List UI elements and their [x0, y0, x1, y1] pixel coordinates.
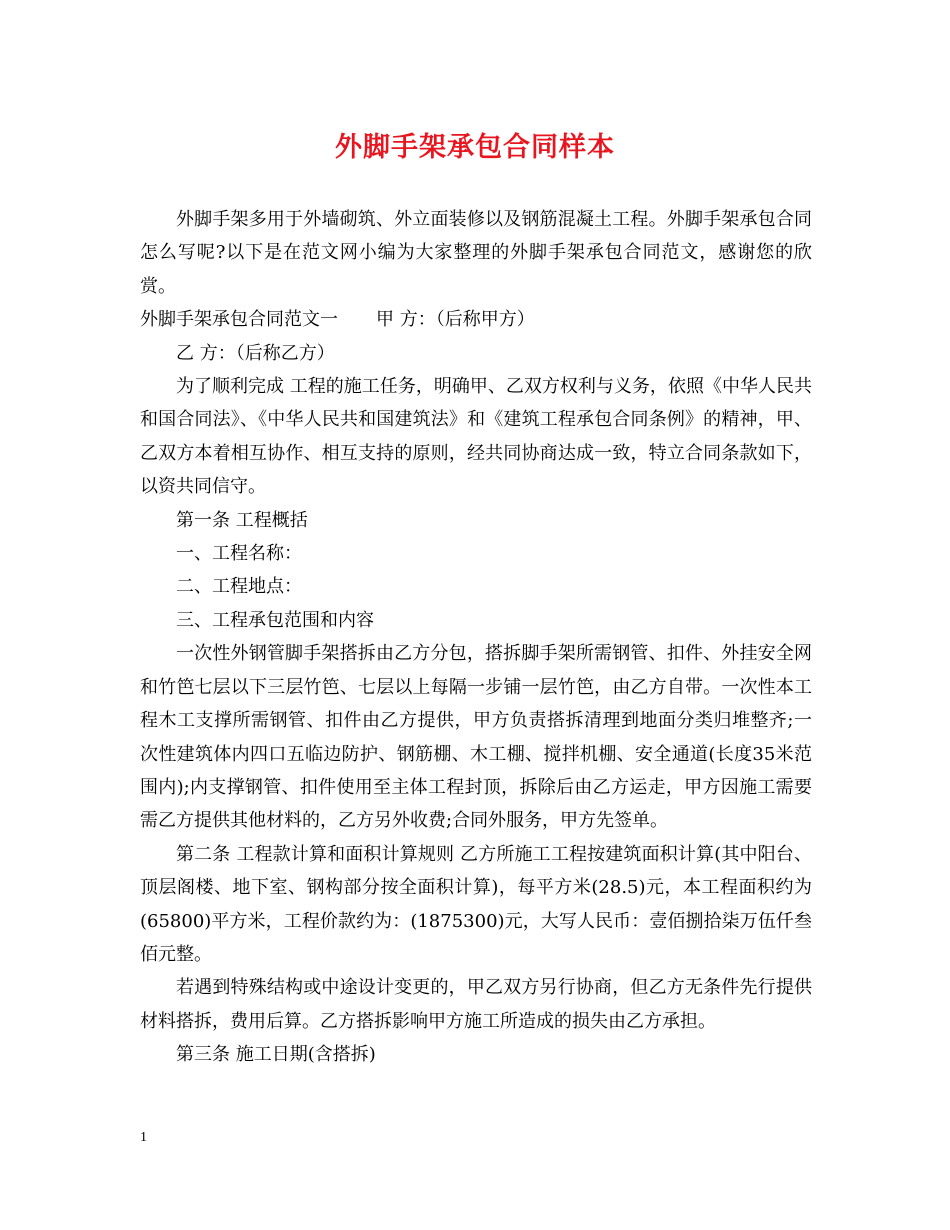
party-a-label: 甲 方：（后称甲方）: [376, 309, 535, 331]
project-location-label: 二、工程地点：: [176, 576, 302, 598]
document-title: 外脚手架承包合同样本: [335, 132, 615, 163]
preamble-paragraph: 为了顺利完成 工程的施工任务，明确甲、乙双方权利与义务，依照《中华人民共和国合同法》、《中华人民共和国建筑法》和《建筑工程承包合同条例》的精神，甲、乙双方本着相互协作、相互支持的原则，经共同协商达成一致，特立合同条款如下，以资共同信守。: [140, 376, 812, 498]
article-1-heading: 第一条 工程概括: [176, 509, 308, 531]
sample-heading-line: [140, 303, 812, 336]
sample-heading: 外脚手架承包合同范文一: [140, 309, 338, 331]
project-name-label: 一、工程名称：: [176, 543, 302, 565]
design-change-paragraph: 若遇到特殊结构或中途设计变更的，甲乙双方另行协商，但乙方无条件先行提供材料搭拆，费用后算。乙方搭拆影响甲方施工所造成的损失由乙方承担。: [140, 977, 812, 1032]
scope-heading: 三、工程承包范围和内容: [176, 609, 374, 631]
page-number: 1: [140, 1130, 147, 1145]
article-3-heading: 第三条 施工日期(含搭拆): [176, 1044, 376, 1066]
article-2-paragraph: 第二条 工程款计算和面积计算规则 乙方所施工工程按建筑面积计算(其中阳台、顶层阁楼、地下室、钢构部分按全面积计算)，每平方米(28.5)元，本工程面积约为(65800)平方米，工程价款约为：(1875300)元，大写人民币：壹佰捌拾柒万伍仟叁佰元整。: [140, 843, 812, 965]
intro-paragraph: 外脚手架多用于外墙砌筑、外立面装修以及钢筋混凝土工程。外脚手架承包合同怎么写呢?以下是在范文网小编为大家整理的外脚手架承包合同范文，感谢您的欣赏。: [140, 209, 812, 297]
document-body: [140, 203, 812, 1072]
scope-paragraph: 一次性外钢管脚手架搭拆由乙方分包，搭拆脚手架所需钢管、扣件、外挂安全网和竹笆七层以下三层竹笆、七层以上每隔一步铺一层竹笆，由乙方自带。一次性本工程木工支撑所需钢管、扣件由乙方提供，甲方负责搭拆清理到地面分类归堆整齐;一次性建筑体内四口五临边防护、钢筋棚、木工棚、搅拌机棚、安全通道(长度35米范围内);内支撑钢管、扣件使用至主体工程封顶，拆除后由乙方运走，甲方因施工需要需乙方提供其他材料的，乙方另外收费;合同外服务，甲方先签单。: [140, 643, 812, 832]
party-b-label: 乙 方：（后称乙方）: [176, 342, 335, 364]
